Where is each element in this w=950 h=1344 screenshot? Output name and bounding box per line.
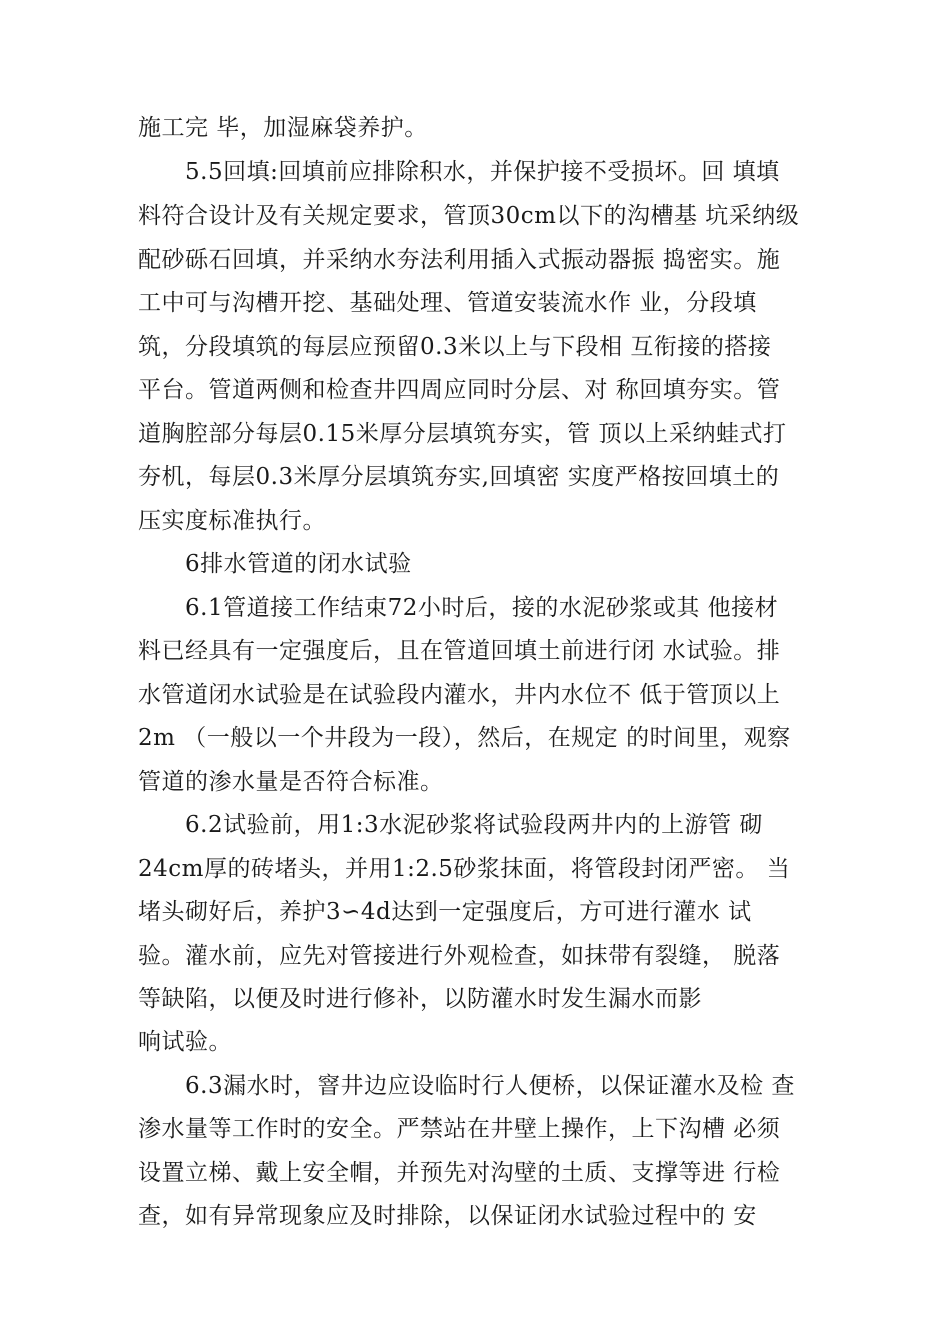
text-line: 配砂砾石回填，并采纳水夯法利用插入式振动器振 捣密实。施	[138, 247, 781, 273]
text-line: 查，如有异常现象应及时排除，以保证闭水试验过程中的 安	[138, 1203, 757, 1229]
text-line: 24cm厚的砖堵头，并用1:2.5砂浆抹面，将管段封闭严密。 当	[138, 856, 791, 882]
text-line: 压实度标准执行。	[138, 508, 326, 534]
text-line: 6.2试验前，用1:3水泥砂浆将试验段两井内的上游管 砌	[138, 812, 763, 838]
text-line: 响试验。	[138, 1029, 232, 1055]
text-line: 料符合设计及有关规定要求，管顶30cm以下的沟槽基 坑采纳级	[138, 203, 800, 229]
text-line: 筑，分段填筑的每层应预留0.3米以上与下段相 互衔接的搭接	[138, 334, 772, 360]
text-line: 渗水量等工作时的安全。严禁站在井壁上操作，上下沟槽 必须	[138, 1116, 781, 1142]
text-line: 堵头砌好后，养护3∽4d达到一定强度后，方可进行灌水 试	[138, 899, 752, 925]
text-line: 6.1管道接工作结束72小时后，接的水泥砂浆或其 他接材	[138, 595, 779, 621]
text-line: 5.5回填:回填前应排除积水，并保护接不受损坏。回 填填	[138, 159, 780, 185]
text-line: 工中可与沟槽开挖、基础处理、管道安装流水作 业，分段填	[138, 290, 757, 316]
text-line: 道胸腔部分每层0.15米厚分层填筑夯实，管 顶以上采纳蛙式打	[138, 421, 787, 447]
text-line: 验。灌水前，应先对管接进行外观检查，如抹带有裂缝， 脱落	[138, 943, 781, 969]
text-line: 施工完 毕，加湿麻袋养护。	[138, 115, 428, 141]
text-line: 平台。管道两侧和检查井四周应同时分层、对 称回填夯实。管	[138, 377, 781, 403]
text-line: 管道的渗水量是否符合标准。	[138, 769, 444, 795]
text-line: 等缺陷，以便及时进行修补，以防灌水时发生漏水而影	[138, 986, 702, 1012]
section-heading: 6排水管道的闭水试验	[138, 551, 412, 577]
text-line: 2m （一般以一个井段为一段），然后，在规定 的时间里，观察	[138, 725, 791, 751]
text-line: 夯机，每层0.3米厚分层填筑夯实,回填密 实度严格按回填土的	[138, 464, 780, 490]
text-line: 水管道闭水试验是在试验段内灌水，井内水位不 低于管顶以上	[138, 682, 781, 708]
text-line: 料已经具有一定强度后，且在管道回填土前进行闭 水试验。排	[138, 638, 781, 664]
text-line: 设置立梯、戴上安全帽，并预先对沟壁的土质、支撑等进 行检	[138, 1160, 781, 1186]
text-line: 6.3漏水时，窨井边应设临时行人便桥，以保证灌水及检 查	[138, 1073, 795, 1099]
